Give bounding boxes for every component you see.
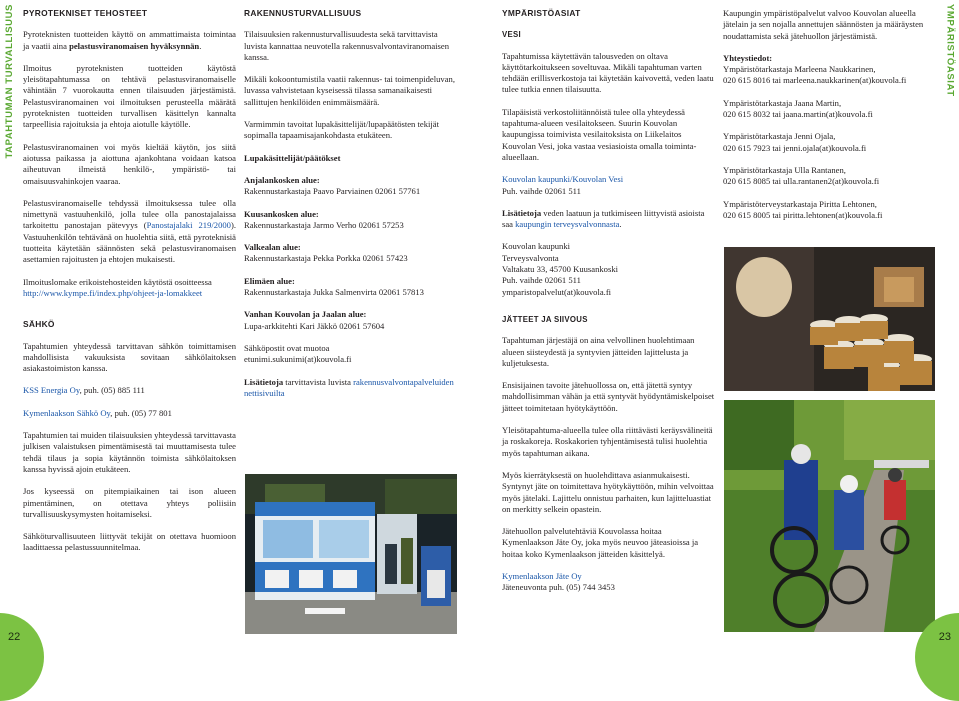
paragraph: Lisätietoja tarvittavista luvista rakennusvalvontapalveluiden nettisivuilta [244,376,454,398]
kymenlaakson-jate-link[interactable]: Kymenlaakson Jäte Oy [502,570,582,581]
building-control-link[interactable]: rakennusvalvontapalveluiden nettisivuilta [244,376,454,398]
paragraph: Tapahtuman järjestäjä on aina velvollinen huolehtimaan alueen siisteydestä ja syntyvien jätteiden lajittelusta ja kuljetuksesta. [502,335,695,368]
paragraph: Ilmoitus pyroteknisten tuotteiden käytöstä yleisötapahtumassa on tehtävä pelastusviranomaiselle vähintään 7 vuorokautta ennen tilaisuuden järjestämistä. Pelastusviranomainen voi ilmoituksen perusteella määrätä pyroteknisten tuotteiden turvallisen käsittelyn kannalta tarpeellisia rajoituksia ja ehtoja aiotulle käytölle. [23,62,236,130]
contact-entry: Ympäristötarkastaja Jenni Ojala, 020 615 7923 tai jenni.ojala(at)kouvola.fi [723,131,867,153]
address-block: Kouvolan kaupunki Terveysvalvonta Valtakatu 33, 45700 Kuusankoski Puh. vaihde 02061 511 ymparistopalvelut(at)kouvola.fi [502,241,619,297]
permit-handlers-heading: Lupakäsittelijät/päätökset [244,152,341,163]
contact-block: Vanhan Kouvolan ja Jaalan alue: Lupa-arkkitehti Kari Jäkkö 02061 57604 [244,309,385,331]
paragraph: Pelastusviranomaiselle tehdyssä ilmoituksessa tulee olla nimettynä vastuuhenkilö, jolla tulee olla panostajalaissa tarkoitettu panostajan pätevyys (Panostajalaki 219/2000). Vastuuhenkilön tehtävänä on huolehtia siitä, että pyroteknisiä tuotteita käytetään säännösten sekä pelastusviranomaisen asettamien rajoitusten ja ehtojen mukaisesti. [23,197,236,265]
contact-block: Anjalankosken alue: Rakennustarkastaja Paavo Parviainen 02061 57761 [244,174,421,197]
contact-block: Valkealan alue: Rakennustarkastaja Pekka Porkka 02061 57423 [244,242,408,264]
kymenlaakson-sahko-link[interactable]: Kymenlaakson Sähkö Oy [23,407,111,418]
health-inspection-link[interactable]: kaupungin terveysvalvonnasta [515,219,620,230]
section-title-environment: YMPÄRISTÖASIAT [502,8,581,18]
paragraph: Jätehuollon palvelutehtäviä Kouvolassa hoitaa Kymenlaakson Jäte Oy, joka myös neuvoo jäteasioissa ja hoitaa koko Kymenlaakson jätteiden käsittelyä. [502,526,699,559]
paragraph: Ilmoituslomake erikoistehosteiden käytöstä osoitteessa http://www.kympe.fi/index.php/ohjeet-ja-lomakkeet [23,276,212,298]
paragraph: Kaupungin ympäristöpalvelut valvoo Kouvolan alueella jätelain ja sen nojalla annettujen säännösten ja määräysten noudattamista sekä jätehuollon järjestämistä. [723,8,924,41]
contact-block: Kuusankosken alue: Rakennustarkastaja Jarmo Verho 02061 57253 [244,208,404,230]
page-number-badge-left [0,613,44,701]
contact-entry: Ympäristötarkastaja Ulla Rantanen, 020 615 8085 tai ulla.rantanen2(at)kouvola.fi [723,164,880,187]
paragraph: Tapahtumissa käytettävän talousveden on oltava käyttötarkoitukseen soveltuvaa. Mikäli tapahtuman varten tehdään erillisverkostoja tai käytetään kaivovettä, veden laatu tulee tutkia ennen tilaisuutta. [502,50,714,95]
paragraph: Pelastusviranomainen voi myös kieltää käytön, jos siitä aiotussa paikassa ja aiottuna ajankohtana voidaan katsoa aiheutuvan ilmeistä henkilö-, ympäristö- tai omaisuusvahinkojen vaaraa. [23,141,236,186]
right-side-label: YMPÄRISTÖASIAT [944,4,956,97]
subsection-title-waste: JÄTTEET JA SIIVOUS [502,314,588,324]
paragraph: Pyroteknisten tuotteiden käyttö on ammattimaista toimintaa ja vaatii aina pelastusviranomaisen hyväksynnän. [23,29,236,51]
paragraph: Tapahtumien yhteydessä tarvittavan sähkön toimittamisen mahdollisista vakuuksista sovitaan sähkölaitoksen asiakastoimiston kanssa. [23,340,236,374]
paragraph: Ensisijainen tavoite jätehuollossa on, että jätettä syntyy mahdollisimman vähän ja että syntyvät hyödyntämiskelpoiset jätteet toimitetaan hyötykäyttöön. [502,380,715,413]
contact-entry: Ympäristötarkastaja Jaana Martin, 020 615 8032 tai jaana.martin(at)kouvola.fi [723,97,873,120]
section-title-electricity: SÄHKÖ [23,319,55,330]
column-building-safety [244,8,456,410]
left-side-label: TAPAHTUMAN TURVALLISUUS [3,4,15,159]
paragraph: Lisätietoja veden laatuun ja tutkimiseen liittyvistä asioista saa kaupungin terveysvalvonnasta. [502,207,705,230]
kss-contact: KSS Energia Oy, puh. (05) 885 111 [23,385,145,396]
subsection-title-water: VESI [502,30,521,40]
photo-cyclists [724,400,935,632]
email-format: Sähköpostit ovat muotoa etunimi.sukunimi(at)kouvola.fi [244,342,352,365]
kymenlaakso-contact: Kymenlaakson Sähkö Oy, puh. (05) 77 801 [23,407,172,418]
section-title-pyrotechnics: PYROTEKNISET TEHOSTEET [23,8,148,18]
contacts-title: Yhteystiedot: [723,52,773,63]
paragraph: Sähköturvallisuuteen liittyvät tekijät on otettava huomioon laadittaessa pelastussuunnitelmaa. [23,531,236,553]
left-side-tab [0,0,21,657]
column-environment [502,8,715,605]
kouvolan-vesi-link[interactable]: Kouvolan kaupunki/Kouvolan Vesi [502,174,624,185]
panostajalaki-link[interactable]: Panostajalaki 219/2000 [146,220,231,231]
paragraph: Jos kyseessä on pitempiaikainen tai ison alueen pimentäminen, on otettava yhteys poliisiin turvallisuuskysymysten hoitamiseksi. [23,486,236,519]
paragraph: Mikäli kokoontumistila vaatii rakennus- tai toimenpideluvan, luvassa vahvistetaan kyseisessä tilassa samanaikaisesti sallittujen henkilöiden enimmäismäärä. [244,74,455,107]
page-number: 22 [8,631,21,643]
photo-market-jars [724,247,935,391]
photo-kiosk [245,474,457,634]
column-environment-contacts [723,8,937,232]
contact-entry: Ympäristötarkastaja Marleena Naukkarinen, 020 615 8016 tai marleena.naukkarinen(at)kouvola.fi [723,64,907,86]
right-side-tab [938,0,959,657]
waste-contact: Kymenlaakson Jäte Oy Jäteneuvonta puh. (05) 744 3453 [502,570,615,593]
paragraph: Tilaisuuksien rakennusturvallisuudesta sekä tarvittavista luvista kannattaa neuvotella rakennusvalvontaviranomaisen kanssa. [244,29,449,62]
contact-block: Elimäen alue: Rakennustarkastaja Jukka Salmenvirta 02061 57813 [244,275,424,298]
kympe-forms-link[interactable]: http://www.kympe.fi/index.php/ohjeet-ja-lomakkeet [23,287,203,298]
paragraph: Varmimmin tavoitat lupakäsittelijät/lupapäätösten tekijät sopimalla tapaamisajankohdasta etukäteen. [244,119,439,141]
water-contact: Kouvolan kaupunki/Kouvolan Vesi Puh. vaihde 02061 511 [502,174,624,196]
paragraph: Yleisötapahtuma-alueella tulee olla riittävästi keräysvälineitä ja roskakoreja. Roskakorien tyhjentämisestä tulisi huolehtia myös tapahtuman aikana. [502,425,713,458]
page-number: 23 [938,631,951,643]
section-title-building-safety: RAKENNUSTURVALLISUUS [244,8,362,18]
column-pyrotechnics [23,8,236,565]
paragraph: Tilapäisistä verkostoliitännöistä tulee olla yhteydessä tapahtuma-alueen vesilaitokseen. Suurin Kouvolan kaupungissa toimivista vesilaitoksista on Liikelaitos Kouvolan Vesi, joka vastaa vesiasioista omalla toiminta-alueellaan. [502,106,697,162]
paragraph: Myös kierrätyksestä on huolehdittava asianmukaisesti. Syntynyt jäte on toimitettava hyötykäyttöön, mihin velvoittaa myös jätelaki. Lajittelu onnistuu parhaiten, kun lajitteluastiat on merkitty selkein opastein. [502,469,714,514]
paragraph: Tapahtumien tai muiden tilaisuuksien yhteydessä tarvittavasta julkisen valaistuksen pimentämisestä tai muuttamisesta tulee tehdä tilaus ja sopia käytännön toimista sähkölaitoksen kanssa hyvissä ajoin etukäteen. [23,430,236,474]
contact-entry: Ympäristöterveystarkastaja Piritta Lehtonen, 020 615 8005 tai piritta.lehtonen(at)kouvola.fi [723,198,883,220]
kss-energia-link[interactable]: KSS Energia Oy [23,385,80,396]
